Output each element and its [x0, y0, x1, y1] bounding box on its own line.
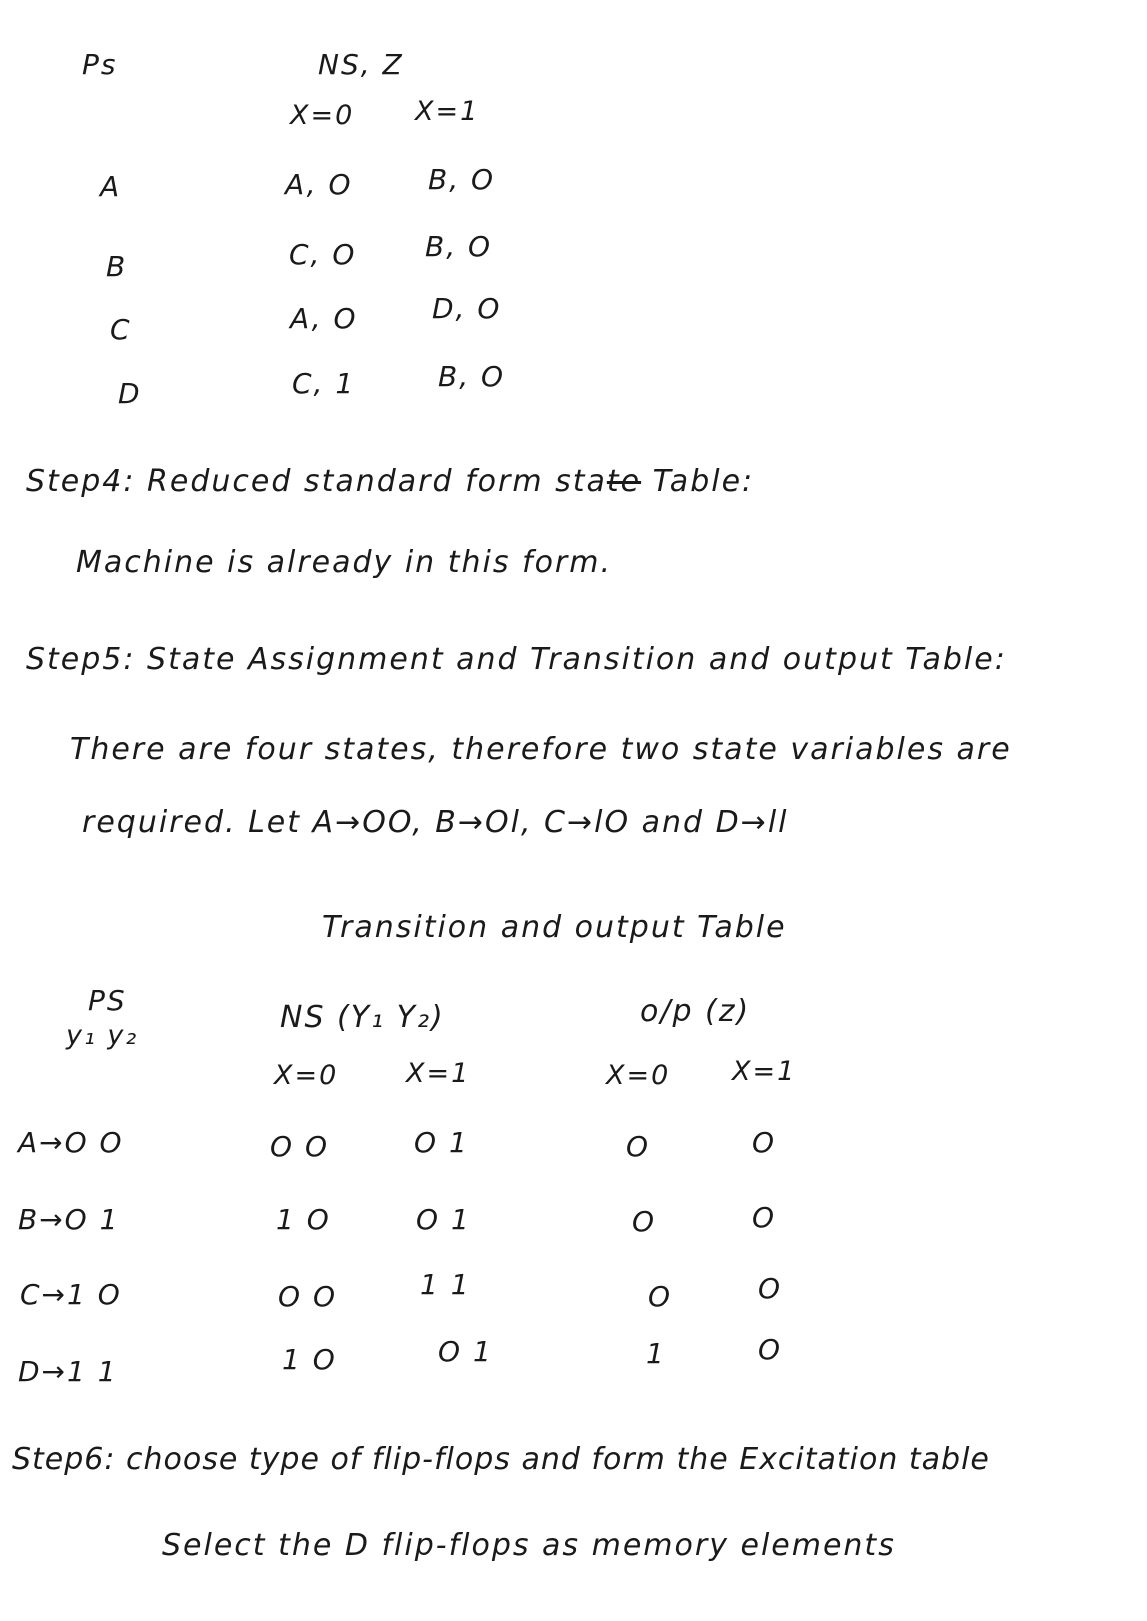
table2-row-z0: O: [626, 1130, 651, 1163]
table1-sub-x1: X=1: [415, 96, 480, 127]
step5-line2: required. Let A→OO, B→Ol, C→lO and D→ll: [82, 805, 789, 840]
table2-row-z1: O: [758, 1333, 783, 1366]
table2-row-ns1: O 1: [414, 1126, 469, 1159]
table2-sub-op-x1: X=1: [732, 1056, 797, 1087]
table2-row-ns1: 1 1: [420, 1268, 471, 1301]
step5-label: Step5:: [26, 642, 136, 677]
table2-row-z0: 1: [646, 1337, 666, 1370]
table2-row-z0: O: [632, 1205, 657, 1238]
table2-sub-ns-x0: X=0: [274, 1060, 339, 1091]
table1-row-x1: D, O: [432, 292, 502, 325]
step4-title-struck: te: [606, 464, 642, 499]
table1-row-x1: B, O: [428, 163, 496, 196]
table1-row-ps: C: [110, 313, 132, 346]
step5-heading: [26, 642, 1007, 677]
table2-row-ns1: O 1: [416, 1203, 471, 1236]
table2-row-ns0: 1 O: [282, 1343, 337, 1376]
table1-sub-x0: X=0: [290, 100, 355, 131]
step6-heading: [12, 1442, 990, 1477]
table1-header-ns: NS, Z: [318, 48, 404, 81]
table2-header-ns: NS (Y₁ Y₂): [280, 1000, 445, 1035]
table1-row-x0: A, O: [285, 168, 353, 201]
table2-row-ns0: 1 O: [276, 1203, 331, 1236]
step5-title: State Assignment and Transition and output Table:: [147, 642, 1007, 677]
table1-header-ps: Ps: [82, 48, 118, 81]
table1-row-x0: C, 1: [292, 367, 356, 400]
table1-row-x0: A, O: [290, 302, 358, 335]
step4-label: Step4:: [26, 464, 136, 499]
table2-row-ps: B→O 1: [18, 1203, 120, 1236]
table2-row-z1: O: [752, 1201, 777, 1234]
table2-sub-op-x0: X=0: [606, 1060, 671, 1091]
step5-line1: There are four states, therefore two state variables are: [70, 732, 1012, 767]
table2-header-ps: PS: [88, 984, 127, 1017]
step4-heading: [26, 464, 754, 499]
table2-row-z0: O: [648, 1280, 673, 1313]
step4-line: Machine is already in this form.: [76, 545, 613, 580]
table2-row-ps: C→1 O: [20, 1278, 122, 1311]
table1-row-ps: B: [106, 250, 128, 283]
table2-row-z1: O: [752, 1126, 777, 1159]
table1-row-x1: B, O: [425, 230, 493, 263]
table2-row-ns0: O O: [270, 1130, 329, 1163]
table2-row-ns1: O 1: [438, 1335, 493, 1368]
step6-title: choose type of flip-flops and form the Excitation table: [126, 1442, 990, 1477]
table2-row-ns0: O O: [278, 1280, 337, 1313]
table2-header-op: o/p (z): [640, 994, 751, 1029]
table2-row-ps: A→O O: [18, 1126, 124, 1159]
table2-caption: Transition and output Table: [322, 910, 787, 945]
table1-row-ps: A: [100, 170, 122, 203]
table2-row-ps: D→1 1: [18, 1355, 118, 1388]
step4-title: Reduced standard form state Table:: [147, 464, 755, 499]
table1-row-x0: C, O: [289, 238, 357, 271]
table1-row-x1: B, O: [438, 360, 506, 393]
table2-row-z1: O: [758, 1272, 783, 1305]
table2-sub-ns-x1: X=1: [406, 1058, 471, 1089]
table2-header-ps-sub: y₁ y₂: [66, 1020, 139, 1051]
step6-label: Step6:: [12, 1442, 116, 1477]
table1-row-ps: D: [118, 377, 142, 410]
step6-line: Select the D flip-flops as memory elements: [162, 1528, 896, 1563]
